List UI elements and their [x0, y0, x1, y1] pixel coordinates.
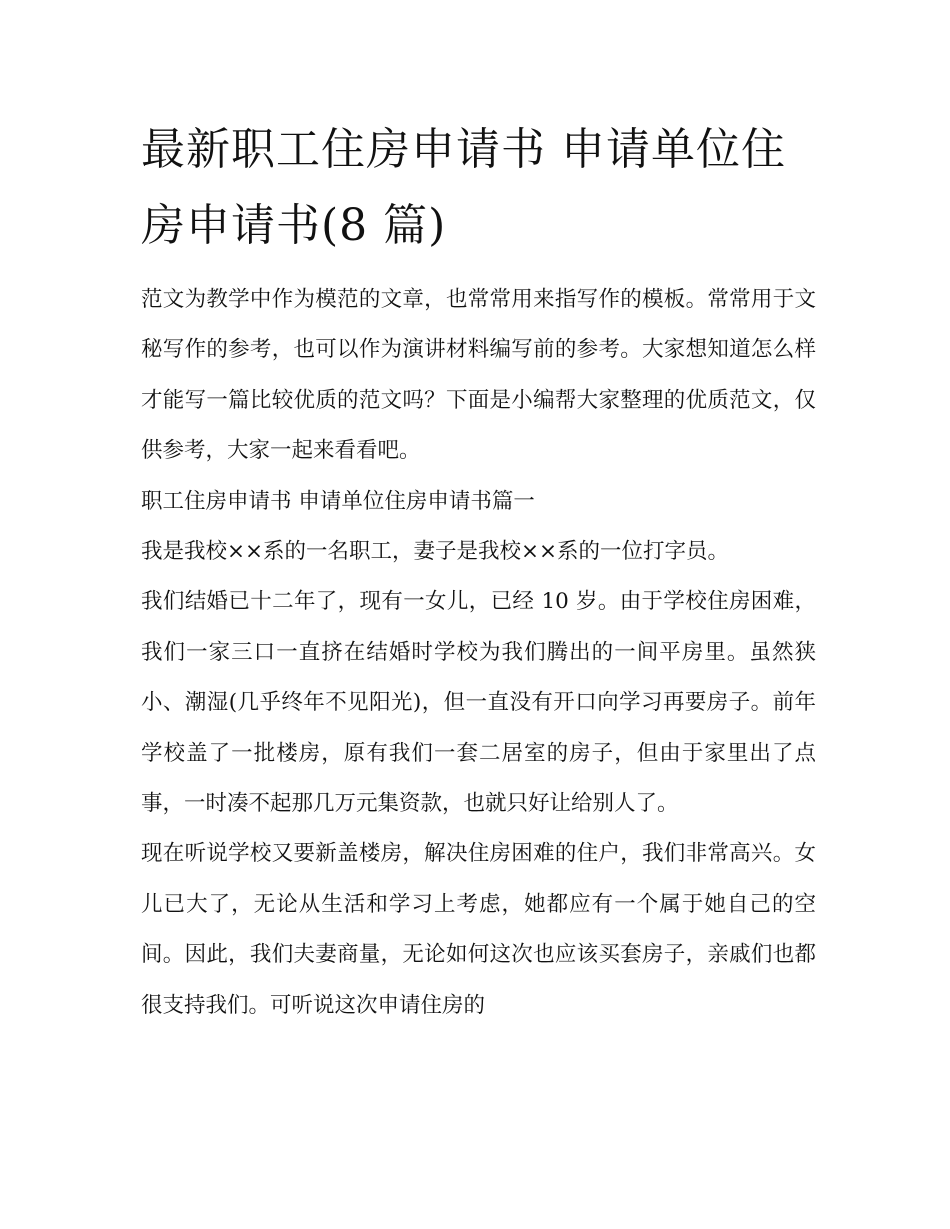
- section-heading: 职工住房申请书 申请单位住房申请书篇一: [141, 488, 535, 514]
- paragraph: 现在听说学校又要新盖楼房，解决住房困难的住户，我们非常高兴。女儿已大了，无论从生活和学习上考虑，她都应有一个属于她自己的空间。因此，我们夫妻商量，无论如何这次也应该买套房子，亲戚们也都很支持我们。可听说这次申请住房的: [141, 841, 816, 1018]
- document-title: 最新职工住房申请书 申请单位住房申请书(8 篇): [141, 124, 786, 251]
- document-body: [141, 275, 816, 1031]
- paragraph: 我是我校××系的一名职工，妻子是我校××系的一位打字员。: [141, 539, 730, 565]
- paragraph: 我们结婚已十二年了，现有一女儿，已经 10 岁。由于学校住房困难，我们一家三口一直挤在结婚时学校为我们腾出的一间平房里。虽然狭小、潮湿(几乎终年不见阳光)，但一直没有开口向学习再要房子。前年学校盖了一批楼房，原有我们一套二居室的房子，但由于家里出了点事，一时凑不起那几万元集资款，也就只好让给别人了。: [141, 589, 816, 817]
- paragraph-intro: 范文为教学中作为模范的文章，也常常用来指写作的模板。常常用于文秘写作的参考，也可以作为演讲材料编写前的参考。大家想知道怎么样才能写一篇比较优质的范文吗？下面是小编帮大家整理的优质范文，仅供参考，大家一起来看看吧。: [141, 287, 816, 464]
